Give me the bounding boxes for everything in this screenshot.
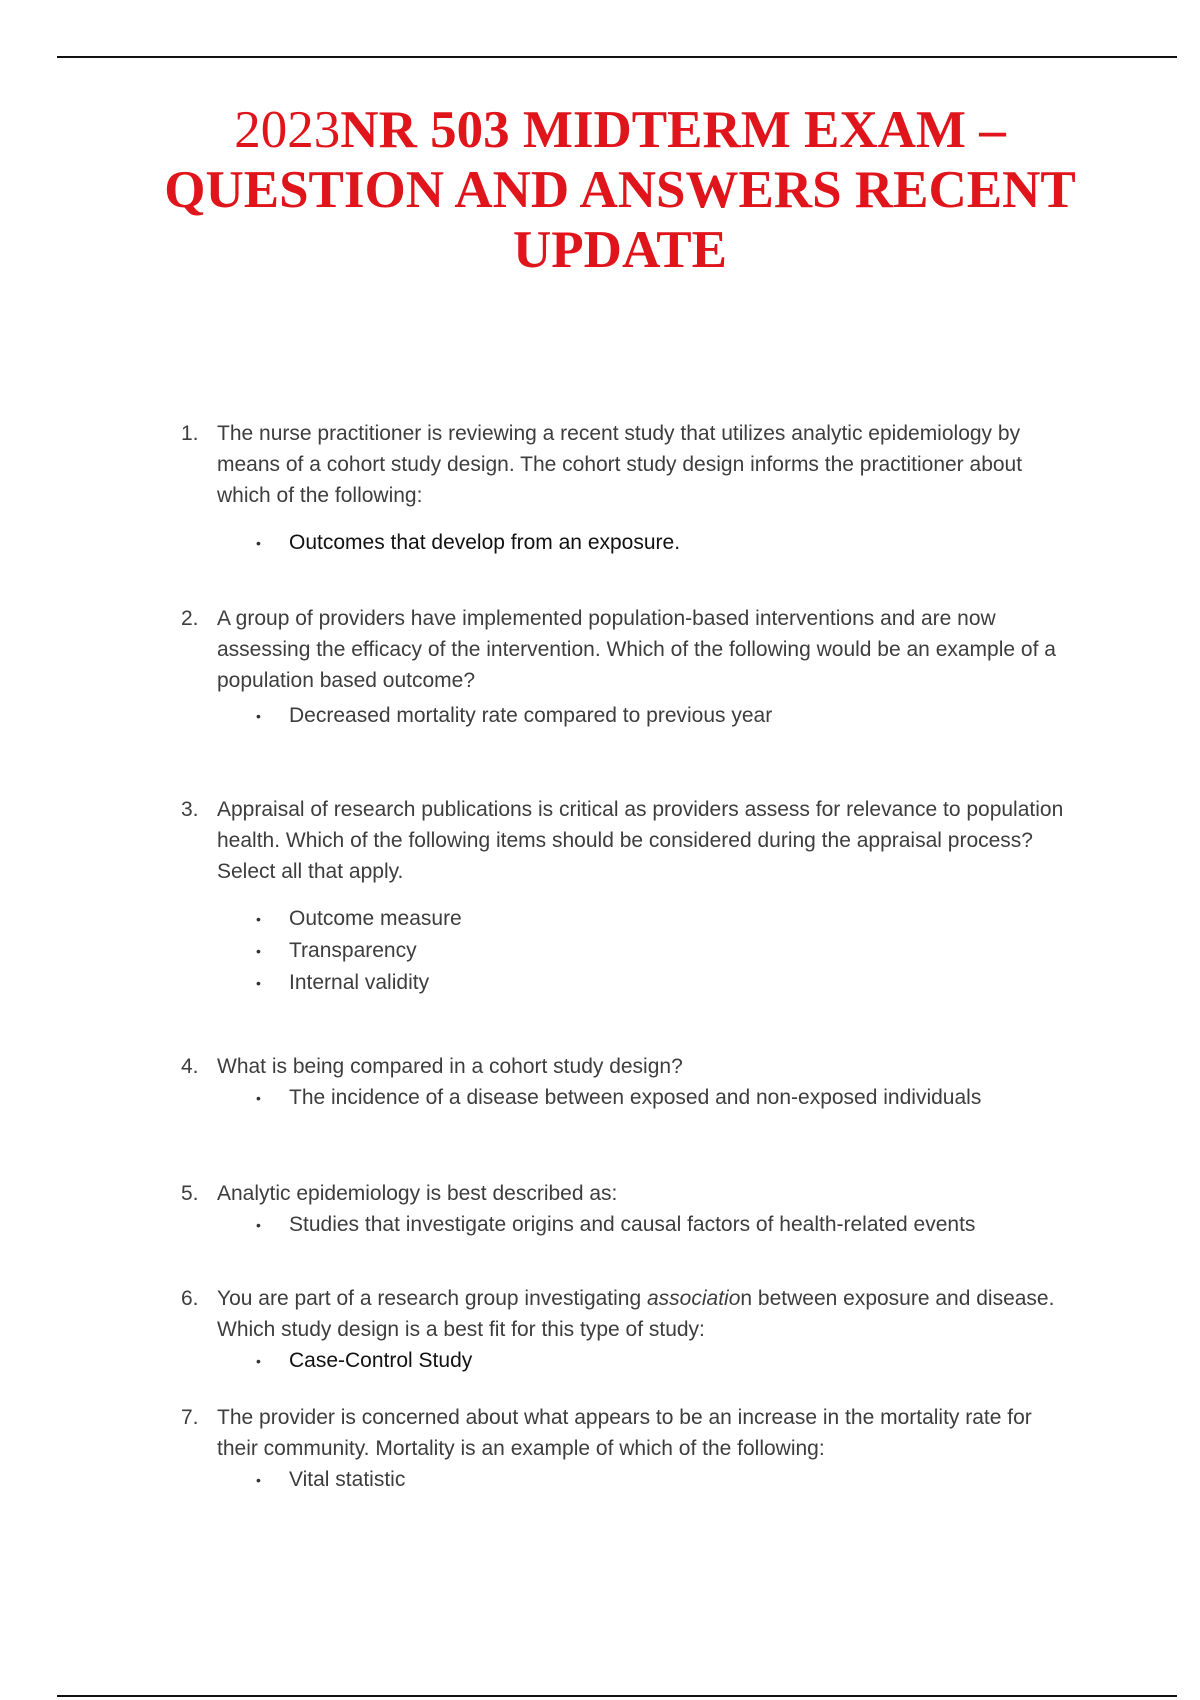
question-number: 6. (181, 1287, 199, 1310)
answer-text: Internal validity (289, 971, 430, 994)
question-text: The nurse practitioner is reviewing a recent study that utilizes analytic epidemiology by means of a cohort study design. The cohort study design informs the practitioner about which of the following: (217, 422, 1023, 507)
answer-item (181, 1345, 1081, 1377)
answer-item (181, 1082, 1081, 1114)
question-text-part: You are part of a research group investigating (217, 1287, 647, 1310)
bullet-icon: • (256, 708, 261, 724)
question-4 (181, 1051, 1081, 1114)
answer-text: Case-Control Study (289, 1349, 473, 1372)
answer-item (181, 700, 1081, 732)
bullet-icon: • (256, 975, 261, 991)
answer-item (181, 1464, 1081, 1496)
question-text: Analytic epidemiology is best described as: (217, 1182, 618, 1205)
answer-text: Outcomes that develop from an exposure. (289, 531, 681, 554)
question-number: 2. (181, 607, 199, 630)
question-text: Appraisal of research publications is critical as providers assess for relevance to population health. Which of the following items should be considered during the appraisal process? Select all that apply. (217, 798, 1064, 883)
answer-list (181, 1345, 1081, 1377)
answer-text: The incidence of a disease between exposed and non-exposed individuals (289, 1086, 982, 1109)
bullet-icon: • (256, 1472, 261, 1488)
question-number: 5. (181, 1182, 199, 1205)
question-number: 3. (181, 798, 199, 821)
bullet-icon: • (256, 535, 261, 551)
bullet-icon: • (256, 911, 261, 927)
bullet-icon: • (256, 1217, 261, 1233)
answer-list (181, 1464, 1081, 1496)
question-6 (181, 1283, 1081, 1377)
answer-item (181, 903, 1081, 935)
answer-list (181, 1082, 1081, 1114)
answer-list (181, 527, 1081, 559)
title-year: 2023 (234, 101, 341, 159)
answer-item (181, 527, 1081, 559)
answer-text: Decreased mortality rate compared to previous year (289, 704, 773, 727)
answer-text: Vital statistic (289, 1468, 406, 1491)
answer-item (181, 967, 1081, 999)
title-line-3: UPDATE (513, 221, 727, 279)
bullet-icon: • (256, 1353, 261, 1369)
answer-list (181, 903, 1081, 999)
question-3 (181, 794, 1081, 999)
question-number: 7. (181, 1406, 199, 1429)
answer-list (181, 700, 1081, 732)
answer-list (181, 1209, 1081, 1241)
bullet-icon: • (256, 1090, 261, 1106)
question-7 (181, 1402, 1081, 1496)
question-number: 4. (181, 1055, 199, 1078)
title-line-1: NR 503 MIDTERM EXAM – (340, 101, 1006, 159)
question-text: A group of providers have implemented population-based interventions and are now assessing the efficacy of the intervention. Which of the following would be an example of a population based outcome? (217, 607, 1056, 692)
answer-text: Outcome measure (289, 907, 462, 930)
answer-item (181, 935, 1081, 967)
answer-item (181, 1209, 1081, 1241)
question-text (217, 1283, 1077, 1345)
question-text: What is being compared in a cohort study design? (217, 1055, 683, 1078)
question-text-italic: associatio (647, 1287, 741, 1310)
question-text: The provider is concerned about what appears to be an increase in the mortality rate for their community. Mortality is an example of which of the following: (217, 1406, 1032, 1460)
question-5 (181, 1178, 1081, 1241)
question-text-part: n between exposure and disease. Which study design is a best fit for this type of study: (217, 1287, 1055, 1341)
bullet-icon: • (256, 943, 261, 959)
answer-text: Studies that investigate origins and causal factors of health-related events (289, 1213, 976, 1236)
question-number: 1. (181, 422, 199, 445)
answer-text: Transparency (289, 939, 417, 962)
question-1 (181, 418, 1081, 559)
title-line-2: QUESTION AND ANSWERS RECENT (164, 161, 1076, 219)
question-2 (181, 603, 1081, 732)
bottom-rule (57, 1695, 1177, 1697)
